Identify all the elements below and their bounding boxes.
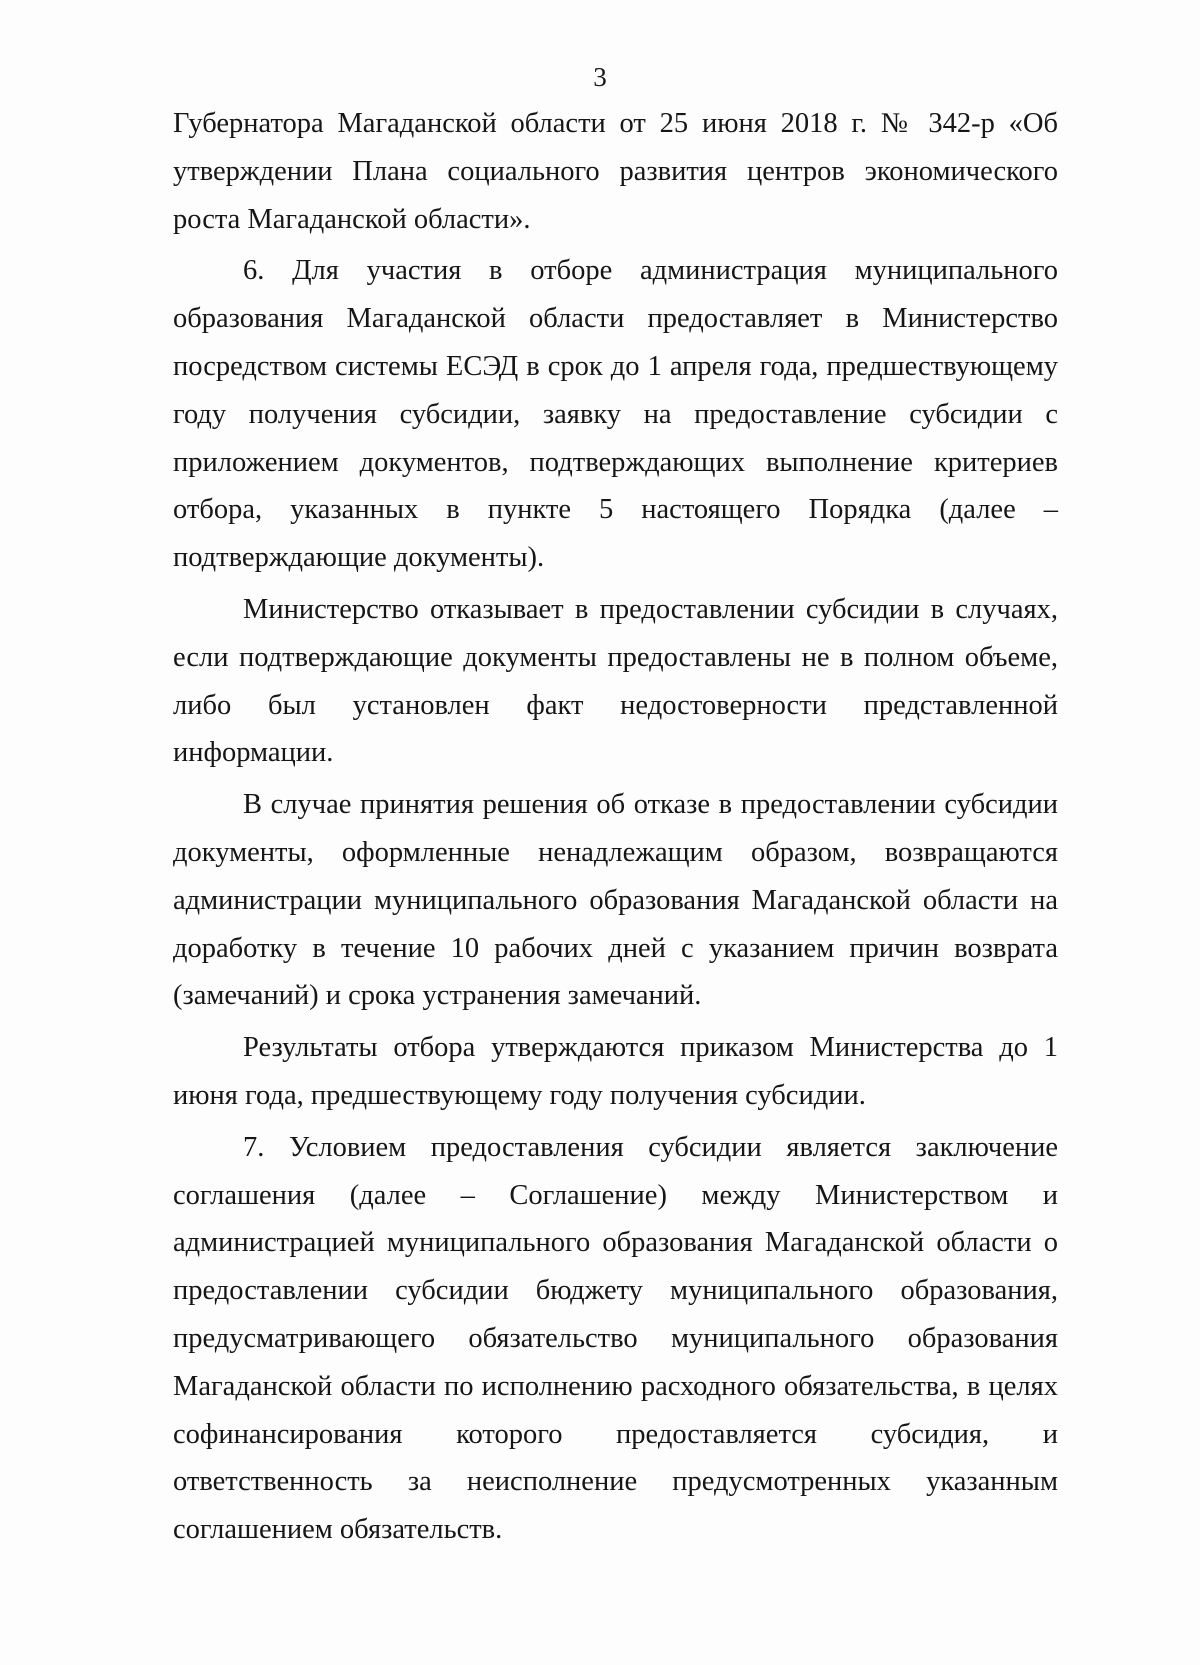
paragraph-return-documents: В случае принятия решения об отказе в предоставлении субсидии документы, оформленные ненадлежащим образом, возвращаются администрации муниципального образования Магаданской области на доработку в течение 10 рабочих дней с указанием причин возврата (замечаний) и срока устранения замечаний. xyxy=(173,789,1058,1012)
paragraph-selection-results: Результаты отбора утверждаются приказом Министерства до 1 июня года, предшествующему году получения субсидии. xyxy=(173,1032,1058,1111)
page-number: 3 xyxy=(593,62,607,92)
paragraph-item-6: 6. Для участия в отборе администрация муниципального образования Магаданской области предоставляет в Министерство посредством системы ЕСЭД в срок до 1 апреля года, предшествующему году получения субсидии, заявку на предоставление субсидии с приложением документов, подтверждающих выполнение критериев отбора, указанных в пункте 5 настоящего Порядка (далее – подтверждающие документы). xyxy=(173,255,1058,574)
paragraph-refusal: Министерство отказывает в предоставлении субсидии в случаях, если подтверждающие документы предоставлены не в полном объеме, либо был установлен факт недостоверности представленной информации. xyxy=(173,593,1058,769)
document-body xyxy=(173,100,1058,1554)
paragraph-item-7: 7. Условием предоставления субсидии является заключение соглашения (далее – Соглашение) между Министерством и администрацией муниципального образования Магаданской области о предоставлении субсидии бюджету муниципального образования, предусматривающего обязательство муниципального образования Магаданской области по исполнению расходного обязательства, в целях софинансирования которого предоставляется субсидия, и ответственность за неисполнение предусмотренных указанным соглашением обязательств. xyxy=(173,1131,1058,1546)
paragraph-continuation: Губернатора Магаданской области от 25 июня 2018 г. № 342-р «Об утверждении Плана социального развития центров экономического роста Магаданской области». xyxy=(173,108,1058,235)
